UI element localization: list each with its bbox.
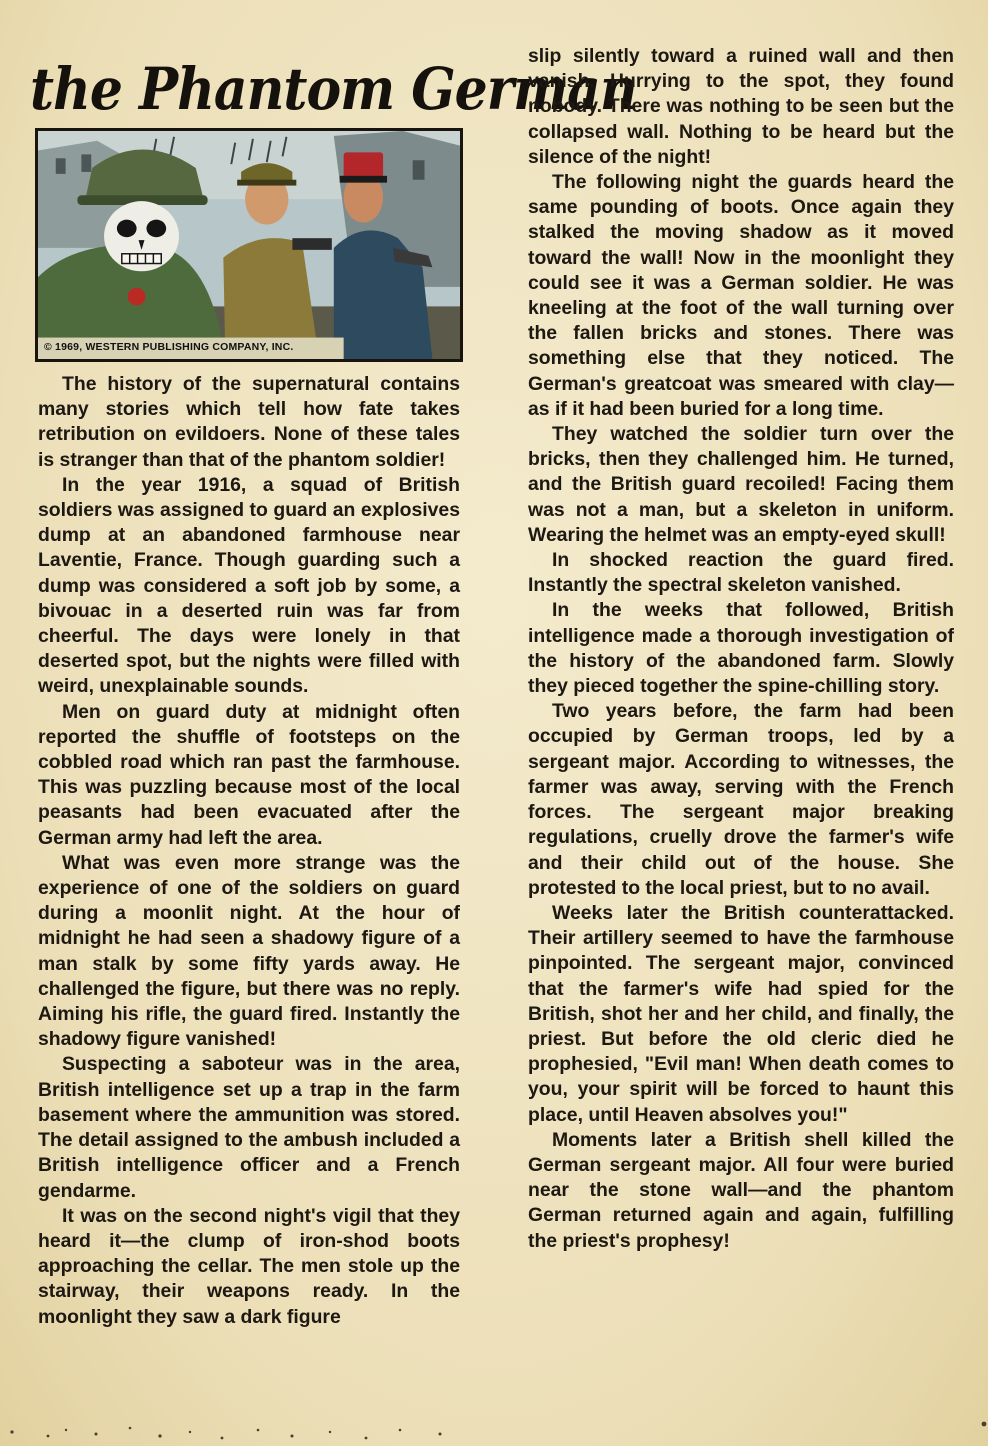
paragraph: The history of the supernatural contains many stories which tell how fate takes retribution on evildoers. None of these tales is stranger than that of the phantom soldier!: [38, 373, 460, 471]
paragraph: They watched the soldier turn over the bricks, then they challenged him. He turned, and the British guard recoiled! Facing them was not a man, but a skeleton in uniform. Wearing the helmet was an empty-eyed skull!: [528, 423, 954, 546]
paragraph: slip silently toward a ruined wall and then vanish. Hurrying to the spot, they found nobody. There was nothing to be seen but the collapsed wall. Nothing to be heard but the silence of the night!: [528, 45, 954, 168]
text-column-left: [38, 372, 460, 1330]
copyright-caption: © 1969, WESTERN PUBLISHING COMPANY, INC.: [44, 341, 294, 353]
paragraph: Weeks later the British counterattacked. Their artillery seemed to have the farmhouse pinpointed. The sergeant major, convinced that the farmer's wife had spied for the British, shot her and her child, and finally, the priest. But before the old cleric died he prophesied, "Evil man! When death comes to you, your spirit will be forced to haunt this place, until Heaven absolves you!": [528, 901, 954, 1126]
paragraph: Moments later a British shell killed the German sergeant major. All four were buried near the stone wall—and the phantom German returned again and again, fulfilling the priest's prophesy!: [528, 1128, 954, 1252]
paragraph: What was even more strange was the experience of one of the soldiers on guard during a moonlit night. At the hour of midnight he had seen a shadowy figure of a man stalk by some fifty yards away. He challenged the figure, but there was no reply. Aiming his rifle, the guard fired. Instantly the shadowy figure vanished!: [38, 851, 460, 1051]
illustration-art: [38, 131, 460, 359]
paragraph: Two years before, the farm had been occupied by German troops, led by a sergeant major. According to witnesses, the farmer was away, serving with the French forces. The sergeant major breaking regulations, cruelly drove the farmer's wife and their child out of the house. She protested to the local priest, but to no avail.: [528, 700, 954, 899]
paragraph: Suspecting a saboteur was in the area, British intelligence set up a trap in the farm basement where the ammunition was stored. The detail assigned to the ambush included a British intelligence officer and a French gendarme.: [38, 1053, 460, 1202]
paragraph: It was on the second night's vigil that they heard it—the clump of iron-shod boots approaching the cellar. The men stole up the stairway, their weapons ready. In the moonlight they saw a dark figure: [38, 1204, 460, 1328]
story-title: the Phantom German: [30, 55, 637, 124]
paragraph: Men on guard duty at midnight often reported the shuffle of footsteps on the cobbled road which ran past the farmhouse. This was puzzling because most of the local peasants had been evacuated after the German army had left the area.: [38, 700, 460, 849]
text-column-right: [528, 44, 954, 1254]
print-specks: [0, 1416, 988, 1446]
paragraph: The following night the guards heard the same pounding of boots. Once again they stalked the moving shadow as it moved toward the wall! Now in the moonlight they could see it was a German soldier. He was kneeling at the foot of the wall turning over the fallen bricks and stones. There was something else that they noticed. The German's greatcoat was smeared with clay—as if it had been buried for a long time.: [528, 171, 954, 420]
paragraph: In the weeks that followed, British intelligence made a thorough investigation of the history of the abandoned farm. Slowly they pieced together the spine-chilling story.: [528, 599, 954, 698]
paragraph: In shocked reaction the guard fired. Instantly the spectral skeleton vanished.: [528, 549, 954, 597]
story-illustration: [35, 128, 463, 362]
paragraph: In the year 1916, a squad of British soldiers was assigned to guard an explosives dump at an abandoned farmhouse near Laventie, France. Though guarding such a dump was considered a soft job by some, a bivouac in a deserted ruin was far from cheerful. The days were lonely in that deserted spot, but the nights were filled with weird, unexplainable sounds.: [38, 473, 460, 698]
